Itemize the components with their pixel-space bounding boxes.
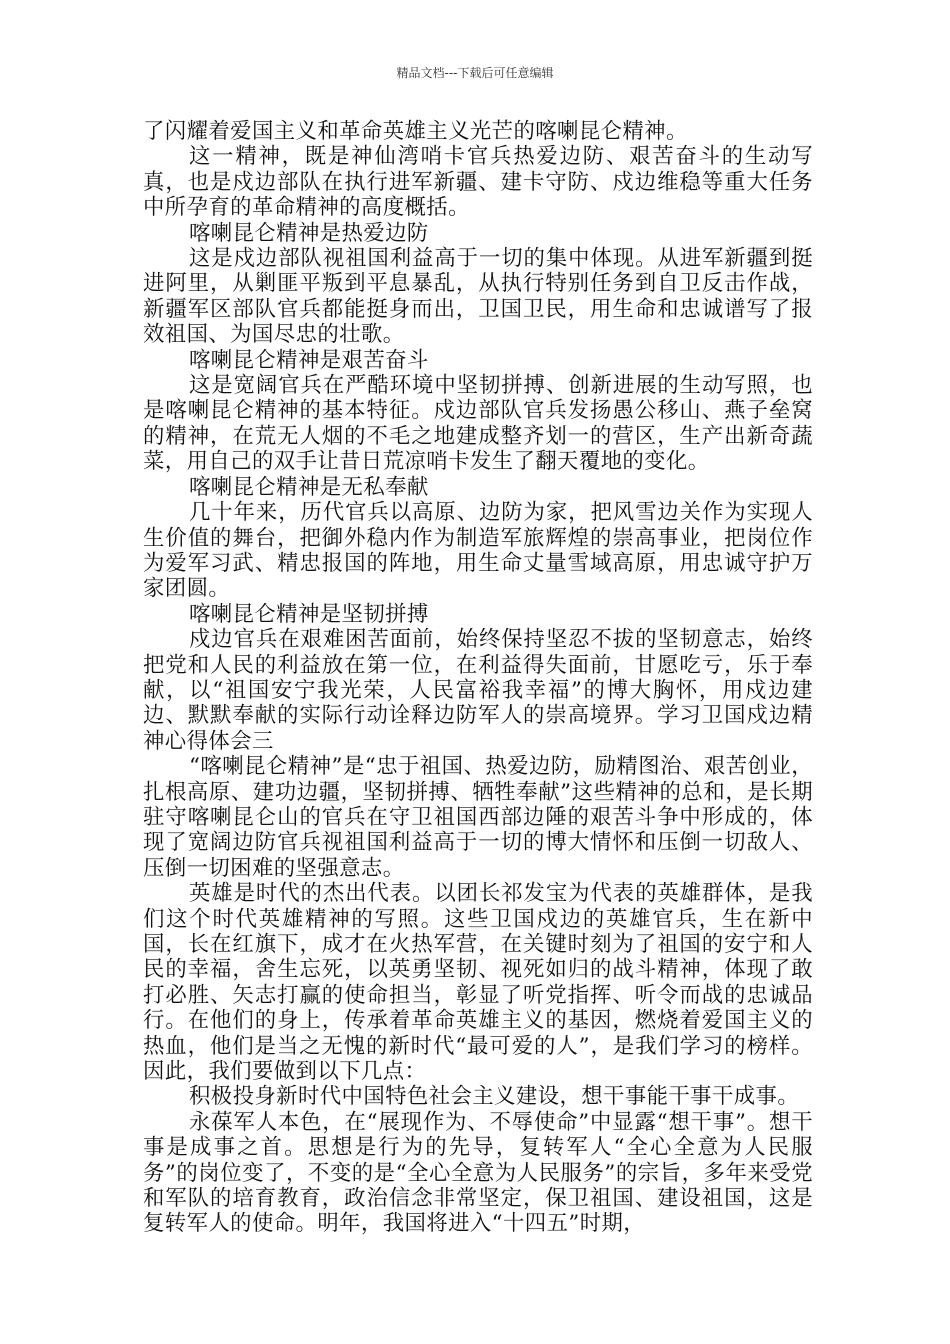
paragraph: 英雄是时代的杰出代表。以团长祁发宝为代表的英雄群体，是我们这个时代英雄精神的写照。这些卫国戍边的英雄官兵，生在新中国，长在红旗下，成才在火热军营，在关键时刻为了祖国的安宁和人民的幸福，舍生忘死，以英勇坚韧、视死如归的战斗精神，体现了敢打必胜、矢志打赢的使命担当，彰显了听党指挥、听令而战的忠诚品行。在他们的身上，传承着革命英雄主义的基因，燃烧着爱国主义的热血，他们是当之无愧的新时代“最可爱的人”，是我们学习的榜样。因此，我们要做到以下几点：: [143, 881, 813, 1085]
section-heading: 喀喇昆仑精神是坚韧拼搏: [189, 601, 429, 627]
section-heading: 喀喇昆仑精神是无私奉献: [189, 474, 429, 500]
paragraph: 戍边官兵在艰难困苦面前，始终保持坚忍不拔的坚韧意志，始终把党和人民的利益放在第一位，在利益得失面前，甘愿吃亏，乐于奉献，以“祖国安宁我光荣，人民富裕我幸福”的博大胸怀，用戍边建边、默默奉献的实际行动诠释边防军人的崇高境界。学习卫国戍边精神心得体会三: [143, 627, 813, 754]
paragraph: 永葆军人本色，在“展现作为、不辱使命”中显露“想干事”。想干事是成事之首。思想是行为的先导，复转军人“全心全意为人民服务”的岗位变了，不变的是“全心全意为人民服务”的宗旨，多年来受党和军队的培育教育，政治信念非常坚定，保卫祖国、建设祖国，这是复转军人的使命。明年，我国将进入“十四五”时期，: [143, 1109, 813, 1237]
paragraph: 几十年来，历代官兵以高原、边防为家，把风雪边关作为实现人生价值的舞台，把御外稳内作为制造军旅辉煌的崇高事业，把岗位作为爱军习武、精忠报国的阵地，用生命丈量雪域高原，用忠诚守护万家团圆。: [143, 500, 813, 602]
paragraph: 这是戍边部队视祖国利益高于一切的集中体现。从进军新疆到挺进阿里，从剿匪平叛到平息暴乱，从执行特别任务到自卫反击作战，新疆军区部队官兵都能挺身而出，卫国卫民，用生命和忠诚谱写了报效祖国、为国尽忠的壮歌。: [143, 246, 813, 348]
section-heading: 喀喇昆仑精神是艰苦奋斗: [189, 347, 429, 373]
document-body: [143, 119, 813, 1237]
paragraph-continued: 了闪耀着爱国主义和革命英雄主义光芒的喀喇昆仑精神。: [143, 119, 688, 144]
paragraph: 这是宽阔官兵在严酷环境中坚韧拼搏、创新进展的生动写照，也是喀喇昆仑精神的基本特征。戍边部队官兵发扬愚公移山、燕子垒窝的精神，在荒无人烟的不毛之地建成整齐划一的营区，生产出新奇蔬菜，用自己的双手让昔日荒凉哨卡发生了翻天覆地的变化。: [143, 373, 813, 475]
paragraph: 积极投身新时代中国特色社会主义建设，想干事能干事干成事。: [189, 1084, 800, 1110]
paragraph: “喀喇昆仑精神”是“忠于祖国、热爱边防，励精图治、艰苦创业，扎根高原、建功边疆，坚韧拼搏、牺牲奉献”这些精神的总和，是长期驻守喀喇昆仑山的官兵在守卫祖国西部边陲的艰苦斗争中形成的，体现了宽阔边防官兵视祖国利益高于一切的博大情怀和压倒一切敌人、压倒一切困难的坚强意志。: [143, 754, 813, 881]
page-header: 精品文档---下载后可任意编辑: [396, 66, 554, 80]
paragraph: 这一精神，既是神仙湾哨卡官兵热爱边防、艰苦奋斗的生动写真，也是戍边部队在执行进军新疆、建卡守防、戍边维稳等重大任务中所孕育的革命精神的高度概括。: [143, 144, 813, 221]
section-heading: 喀喇昆仑精神是热爱边防: [189, 220, 429, 246]
